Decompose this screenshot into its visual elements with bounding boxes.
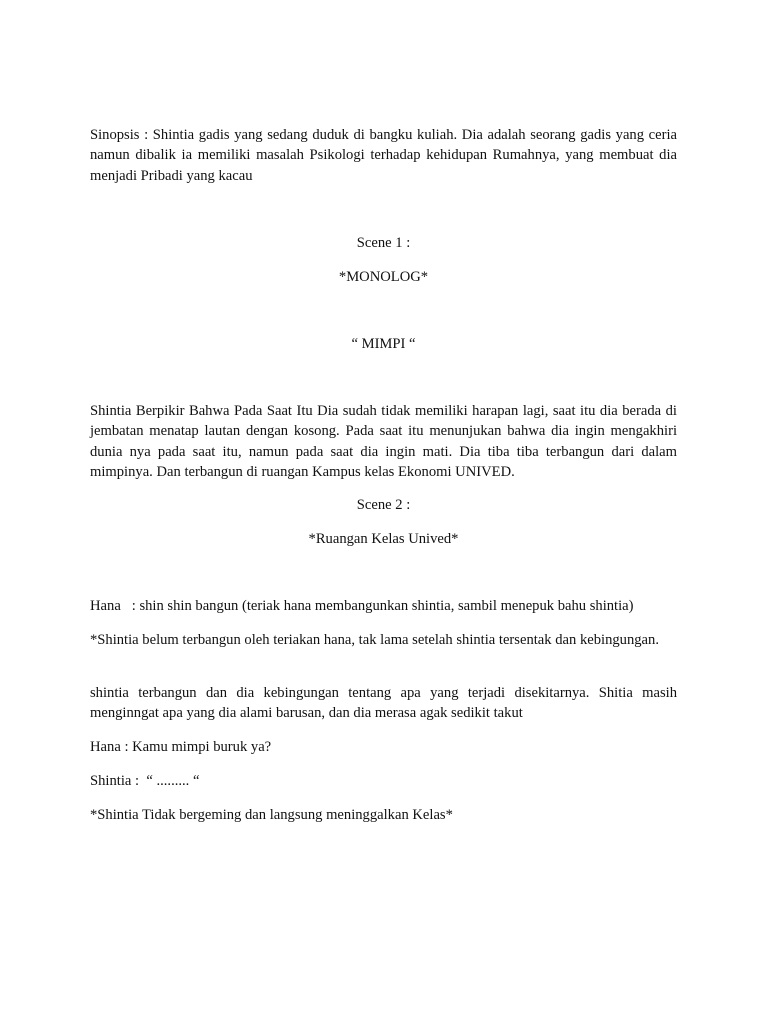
stage-direction-2: *Shintia Tidak bergeming dan langsung meninggalkan Kelas* <box>90 807 453 823</box>
scene-1-paragraph: Shintia Berpikir Bahwa Pada Saat Itu Dia sudah tidak memiliki harapan lagi, saat itu dia berada di jembatan menatap lautan dengan kosong. Pada saat itu menunjukan bahwa dia ingin mengakhiri dunia nya pada saat itu, namun pada saat dia ingin mati. Dia tiba tiba terbangun dari dalam mimpinya. Dan terbangun di ruangan Kampus kelas Ekonomi UNIVED. <box>90 403 677 480</box>
scene-2-heading: Scene 2 : <box>356 497 411 513</box>
dialogue-hana-1: Hana : shin shin bangun (teriak hana membangunkan shintia, sambil menepuk bahu shintia) <box>90 598 634 614</box>
synopsis-paragraph: Sinopsis : Shintia gadis yang sedang duduk di bangku kuliah. Dia adalah seorang gadis yang ceria namun dibalik ia memiliki masalah Psikologi terhadap kehidupan Rumahnya, yang membuat dia menjadi Pribadi yang kacau <box>90 127 677 184</box>
dialogue-shintia-1: Shintia : “ ......... “ <box>90 773 200 789</box>
scene-1-title: “ MIMPI “ <box>351 336 416 352</box>
stage-direction-1: *Shintia belum terbangun oleh teriakan hana, tak lama setelah shintia tersentak dan kebingungan. <box>90 632 659 648</box>
scene-2-paragraph: shintia terbangun dan dia kebingungan tentang apa yang terjadi disekitarnya. Shitia masih menginngat apa yang dia alami barusan, dan dia merasa agak sedikit takut <box>90 685 677 722</box>
scene-2-setting: *Ruangan Kelas Unived* <box>308 531 459 547</box>
scene-1-type: *MONOLOG* <box>338 269 429 285</box>
scene-1-heading: Scene 1 : <box>356 235 411 251</box>
dialogue-hana-2: Hana : Kamu mimpi buruk ya? <box>90 739 272 755</box>
